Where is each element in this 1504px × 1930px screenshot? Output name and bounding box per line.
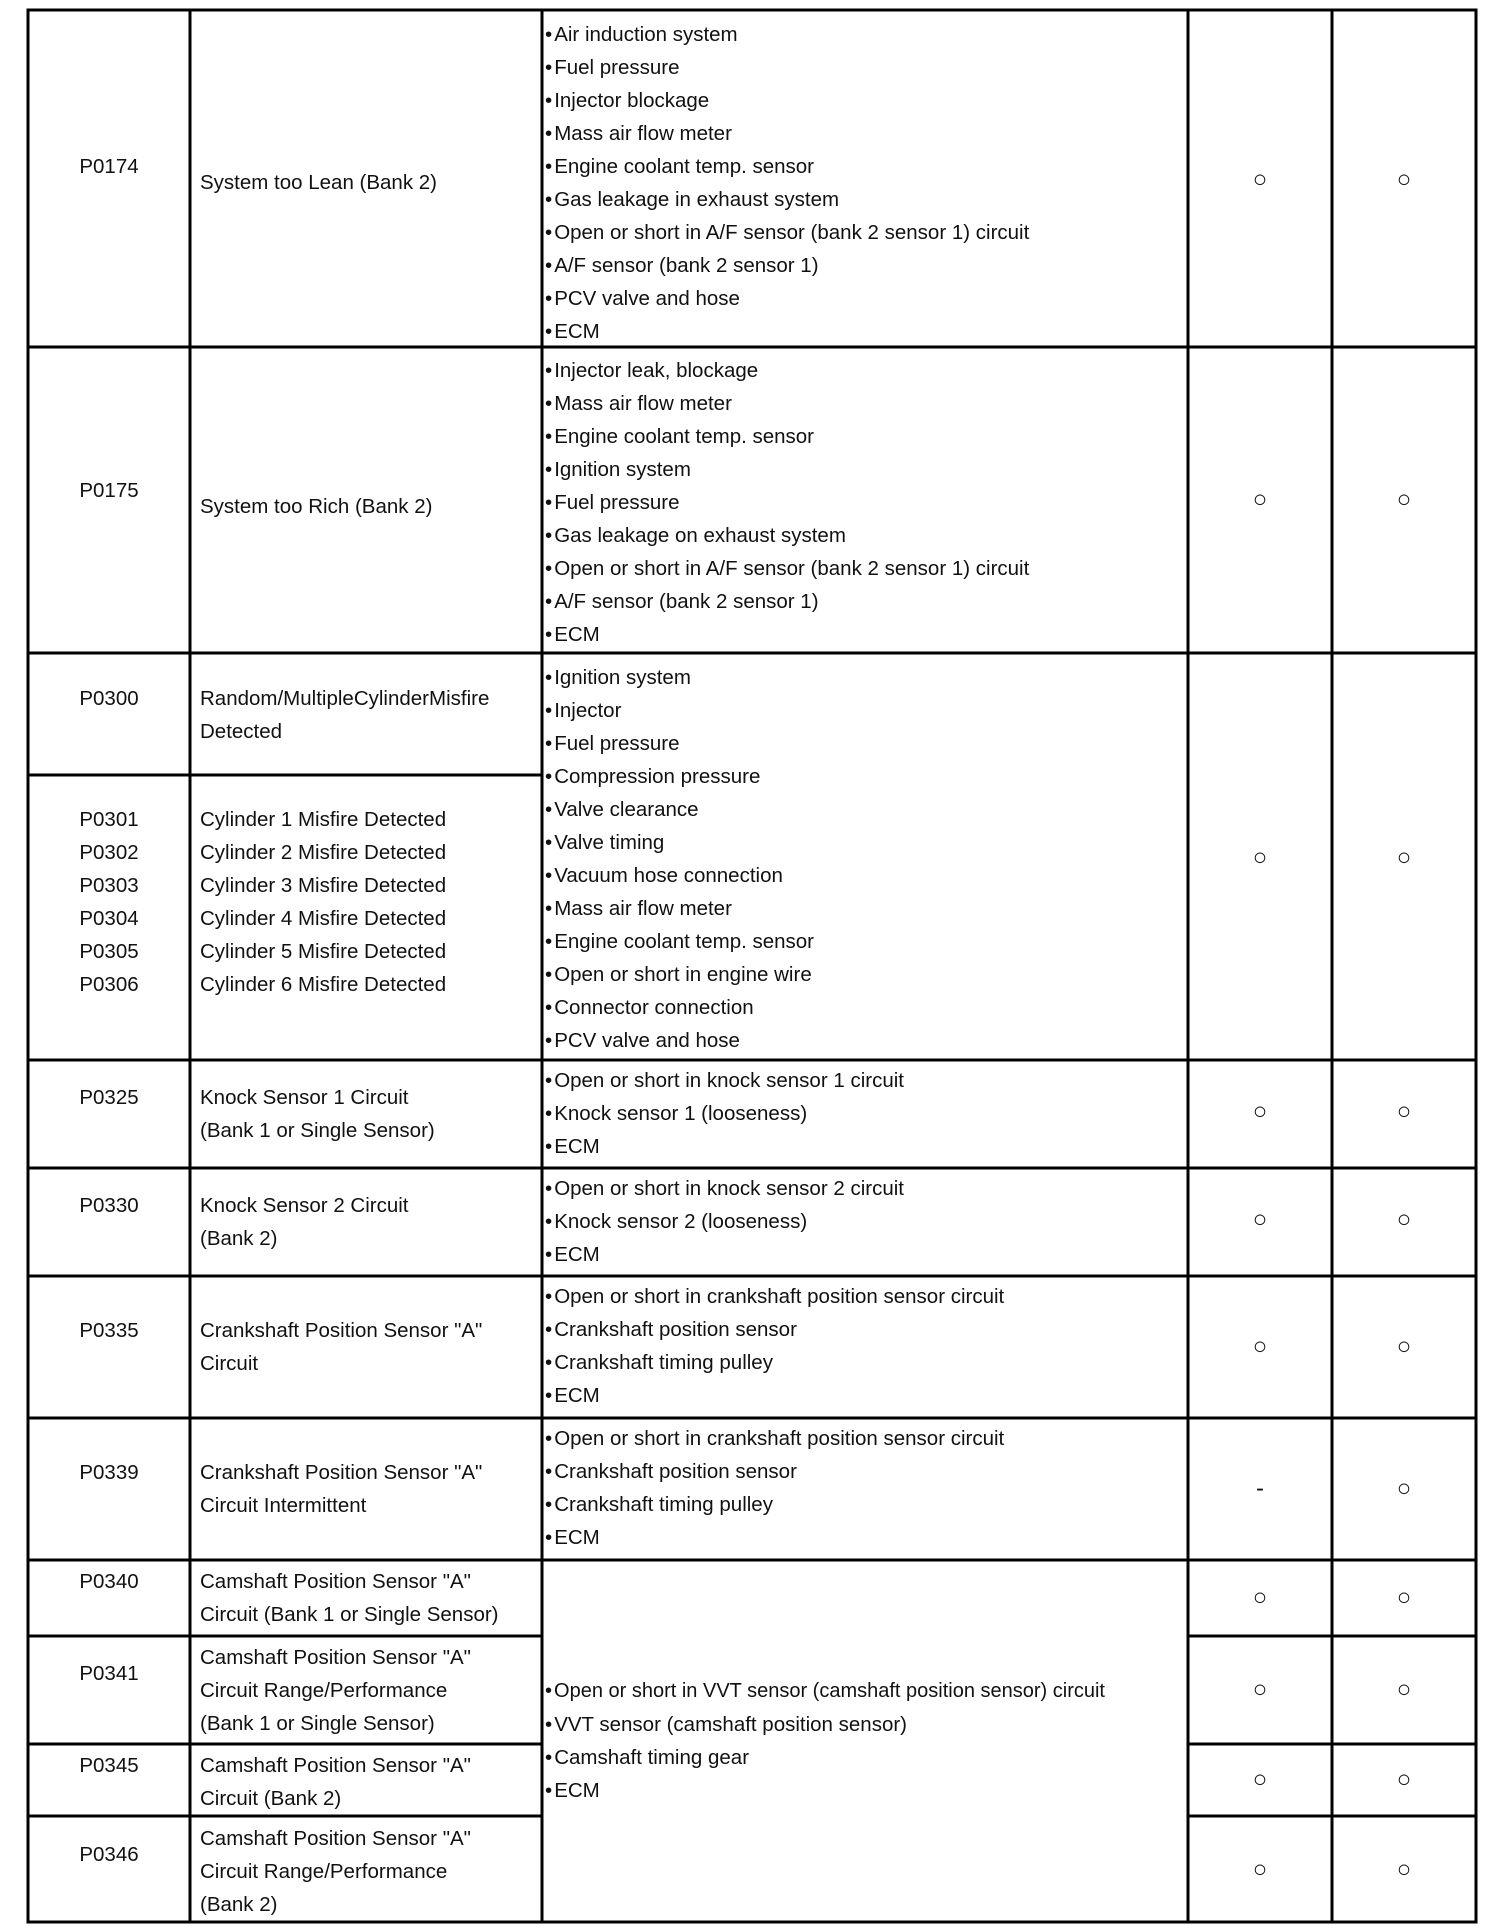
memory-mark: ○ xyxy=(1396,1098,1412,1125)
detection-item-line: Circuit Range/Performance xyxy=(200,1860,448,1883)
memory-mark: ○ xyxy=(1396,1766,1412,1793)
trouble-area-item: • A/F sensor (bank 2 sensor 1) xyxy=(545,585,1185,618)
dtc-code-line: P0304 xyxy=(79,907,139,930)
detection-item-line: System too Lean (Bank 2) xyxy=(200,171,438,194)
trouble-area-item: • ECM xyxy=(545,1774,1185,1807)
trouble-area-item: • Crankshaft position sensor xyxy=(545,1455,1185,1488)
dtc-code-line: P0339 xyxy=(79,1461,139,1484)
dtc-code-line: P0300 xyxy=(79,687,139,710)
trouble-area-list xyxy=(545,1675,1185,1807)
trouble-area-item: • Fuel pressure xyxy=(545,486,1185,519)
trouble-area-item: • Open or short in VVT sensor (camshaft position sensor) circuit xyxy=(545,1675,1185,1708)
dtc-code-line: P0346 xyxy=(79,1843,139,1866)
memory-mark: ○ xyxy=(1396,166,1412,193)
mil-mark: - xyxy=(1256,1475,1264,1502)
trouble-area-item: • Open or short in knock sensor 2 circuit xyxy=(545,1172,1185,1205)
trouble-area-item: • A/F sensor (bank 2 sensor 1) xyxy=(545,249,1185,282)
trouble-area-item: • Open or short in crankshaft position sensor circuit xyxy=(545,1280,1185,1313)
mil-mark: ○ xyxy=(1252,1584,1268,1611)
trouble-area-item: • Gas leakage in exhaust system xyxy=(545,183,1185,216)
trouble-area-item: • ECM xyxy=(545,1238,1185,1271)
mil-mark: ○ xyxy=(1252,1676,1268,1703)
detection-item xyxy=(200,1081,536,1147)
trouble-area-item: • Open or short in knock sensor 1 circuit xyxy=(545,1064,1185,1097)
trouble-area-item: • Open or short in A/F sensor (bank 2 sensor 1) circuit xyxy=(545,216,1185,249)
dtc-code xyxy=(28,1565,190,1598)
detection-item xyxy=(200,1822,540,1921)
detection-item-line: Knock Sensor 2 Circuit xyxy=(200,1194,409,1217)
detection-item xyxy=(200,166,536,199)
memory-mark: ○ xyxy=(1396,1333,1412,1360)
detection-item-line: Cylinder 3 Misfire Detected xyxy=(200,874,447,897)
dtc-code xyxy=(28,1838,190,1871)
trouble-area-item: • Crankshaft position sensor xyxy=(545,1313,1185,1346)
detection-item xyxy=(200,1641,540,1740)
trouble-area-item: • Fuel pressure xyxy=(545,727,1185,760)
detection-item-line: Cylinder 2 Misfire Detected xyxy=(200,841,447,864)
detection-item-line: Camshaft Position Sensor "A" xyxy=(200,1754,471,1777)
memory-mark: ○ xyxy=(1396,1856,1412,1883)
trouble-area-item: • Injector xyxy=(545,694,1185,727)
dtc-code xyxy=(28,1189,190,1222)
dtc-code-line: P0175 xyxy=(79,479,139,502)
memory-mark: ○ xyxy=(1396,1475,1412,1502)
trouble-area-item: • Camshaft timing gear xyxy=(545,1741,1185,1774)
dtc-code-line: P0301 xyxy=(79,808,139,831)
dtc-code xyxy=(28,150,190,183)
trouble-area-item: • Mass air flow meter xyxy=(545,117,1185,150)
detection-item xyxy=(200,1565,540,1631)
detection-item-line: Cylinder 4 Misfire Detected xyxy=(200,907,447,930)
trouble-area-item: • Mass air flow meter xyxy=(545,892,1185,925)
dtc-code-line: P0335 xyxy=(79,1319,139,1342)
detection-item-line: (Bank 2) xyxy=(200,1893,278,1916)
dtc-code-line: P0305 xyxy=(79,940,139,963)
mil-mark: ○ xyxy=(1252,1333,1268,1360)
trouble-area-list xyxy=(545,661,1185,1057)
trouble-area-item: • ECM xyxy=(545,1521,1185,1554)
trouble-area-item: • Open or short in crankshaft position sensor circuit xyxy=(545,1422,1185,1455)
detection-item-line: Cylinder 6 Misfire Detected xyxy=(200,973,447,996)
dtc-code-line: P0302 xyxy=(79,841,139,864)
detection-item-line: Cylinder 1 Misfire Detected xyxy=(200,808,447,831)
trouble-area-item: • ECM xyxy=(545,618,1185,651)
detection-item-line: (Bank 1 or Single Sensor) xyxy=(200,1119,435,1142)
detection-item-line: Circuit (Bank 1 or Single Sensor) xyxy=(200,1603,499,1626)
detection-item-line: Camshaft Position Sensor "A" xyxy=(200,1827,471,1850)
trouble-area-item: • Fuel pressure xyxy=(545,51,1185,84)
detection-item-line: Circuit Range/Performance xyxy=(200,1679,448,1702)
trouble-area-list xyxy=(545,1064,1185,1163)
trouble-area-item: • Crankshaft timing pulley xyxy=(545,1346,1185,1379)
detection-item-line: Random/MultipleCylinderMisfire xyxy=(200,687,490,710)
dtc-code-line: P0306 xyxy=(79,973,139,996)
trouble-area-item: • Valve clearance xyxy=(545,793,1185,826)
dtc-code xyxy=(28,682,190,715)
trouble-area-item: • Connector connection xyxy=(545,991,1185,1024)
trouble-area-item: • Ignition system xyxy=(545,453,1185,486)
trouble-area-item: • Knock sensor 1 (looseness) xyxy=(545,1097,1185,1130)
trouble-area-item: • Mass air flow meter xyxy=(545,387,1185,420)
memory-mark: ○ xyxy=(1396,1584,1412,1611)
mil-mark: ○ xyxy=(1252,486,1268,513)
trouble-area-item: • Knock sensor 2 (looseness) xyxy=(545,1205,1185,1238)
dtc-code xyxy=(28,1749,190,1782)
detection-item-line: Knock Sensor 1 Circuit xyxy=(200,1086,409,1109)
trouble-area-item: • Open or short in engine wire xyxy=(545,958,1185,991)
detection-item xyxy=(200,803,536,1001)
dtc-code xyxy=(28,1456,190,1489)
mil-mark: ○ xyxy=(1252,1206,1268,1233)
trouble-area-item: • Compression pressure xyxy=(545,760,1185,793)
trouble-area-item: • PCV valve and hose xyxy=(545,1024,1185,1057)
trouble-area-item: • Injector blockage xyxy=(545,84,1185,117)
trouble-area-item: • Open or short in A/F sensor (bank 2 sensor 1) circuit xyxy=(545,552,1185,585)
detection-item-line: Circuit (Bank 2) xyxy=(200,1787,342,1810)
trouble-area-item: • Gas leakage on exhaust system xyxy=(545,519,1185,552)
mil-mark: ○ xyxy=(1252,166,1268,193)
detection-item-line: (Bank 1 or Single Sensor) xyxy=(200,1712,435,1735)
dtc-code-line: P0303 xyxy=(79,874,139,897)
trouble-area-item: • Vacuum hose connection xyxy=(545,859,1185,892)
trouble-area-item: • Crankshaft timing pulley xyxy=(545,1488,1185,1521)
dtc-code xyxy=(28,1657,190,1690)
memory-mark: ○ xyxy=(1396,1676,1412,1703)
trouble-area-item: • Injector leak, blockage xyxy=(545,354,1185,387)
mil-mark: ○ xyxy=(1252,1098,1268,1125)
mil-mark: ○ xyxy=(1252,844,1268,871)
mil-mark: ○ xyxy=(1252,1766,1268,1793)
dtc-code-line: P0341 xyxy=(79,1662,139,1685)
dtc-code-line: P0174 xyxy=(79,155,139,178)
trouble-area-item: • Engine coolant temp. sensor xyxy=(545,150,1185,183)
detection-item xyxy=(200,490,536,523)
detection-item xyxy=(200,1749,540,1815)
detection-item-line: Camshaft Position Sensor "A" xyxy=(200,1646,471,1669)
trouble-area-item: • ECM xyxy=(545,1130,1185,1163)
detection-item-line: System too Rich (Bank 2) xyxy=(200,495,433,518)
dtc-code xyxy=(28,474,190,507)
trouble-area-item: • Engine coolant temp. sensor xyxy=(545,420,1185,453)
memory-mark: ○ xyxy=(1396,844,1412,871)
dtc-code xyxy=(28,803,190,1001)
mil-mark: ○ xyxy=(1252,1856,1268,1883)
trouble-area-item: • VVT sensor (camshaft position sensor) xyxy=(545,1708,1185,1741)
trouble-area-list xyxy=(545,354,1185,651)
detection-item-line: Crankshaft Position Sensor "A" xyxy=(200,1319,483,1342)
detection-item-line: Detected xyxy=(200,720,283,743)
trouble-area-item: • ECM xyxy=(545,315,1185,348)
memory-mark: ○ xyxy=(1396,486,1412,513)
detection-item xyxy=(200,682,536,748)
detection-item-line: Circuit Intermittent xyxy=(200,1494,367,1517)
detection-item-line: Camshaft Position Sensor "A" xyxy=(200,1570,471,1593)
trouble-area-list xyxy=(545,1280,1185,1412)
trouble-area-list xyxy=(545,18,1185,348)
detection-item-line: Cylinder 5 Misfire Detected xyxy=(200,940,447,963)
trouble-area-item: • Ignition system xyxy=(545,661,1185,694)
trouble-area-list xyxy=(545,1172,1185,1271)
dtc-code-line: P0330 xyxy=(79,1194,139,1217)
detection-item-line: Circuit xyxy=(200,1352,259,1375)
detection-item xyxy=(200,1456,536,1522)
dtc-code-line: P0345 xyxy=(79,1754,139,1777)
trouble-area-item: • Valve timing xyxy=(545,826,1185,859)
trouble-area-item: • Engine coolant temp. sensor xyxy=(545,925,1185,958)
dtc-code xyxy=(28,1081,190,1114)
dtc-code-line: P0325 xyxy=(79,1086,139,1109)
trouble-area-item: • Air induction system xyxy=(545,18,1185,51)
trouble-area-item: • PCV valve and hose xyxy=(545,282,1185,315)
detection-item-line: Crankshaft Position Sensor "A" xyxy=(200,1461,483,1484)
dtc-code-line: P0340 xyxy=(79,1570,139,1593)
memory-mark: ○ xyxy=(1396,1206,1412,1233)
detection-item xyxy=(200,1314,536,1380)
detection-item xyxy=(200,1189,536,1255)
dtc-code xyxy=(28,1314,190,1347)
trouble-area-item: • ECM xyxy=(545,1379,1185,1412)
detection-item-line: (Bank 2) xyxy=(200,1227,278,1250)
trouble-area-list xyxy=(545,1422,1185,1554)
